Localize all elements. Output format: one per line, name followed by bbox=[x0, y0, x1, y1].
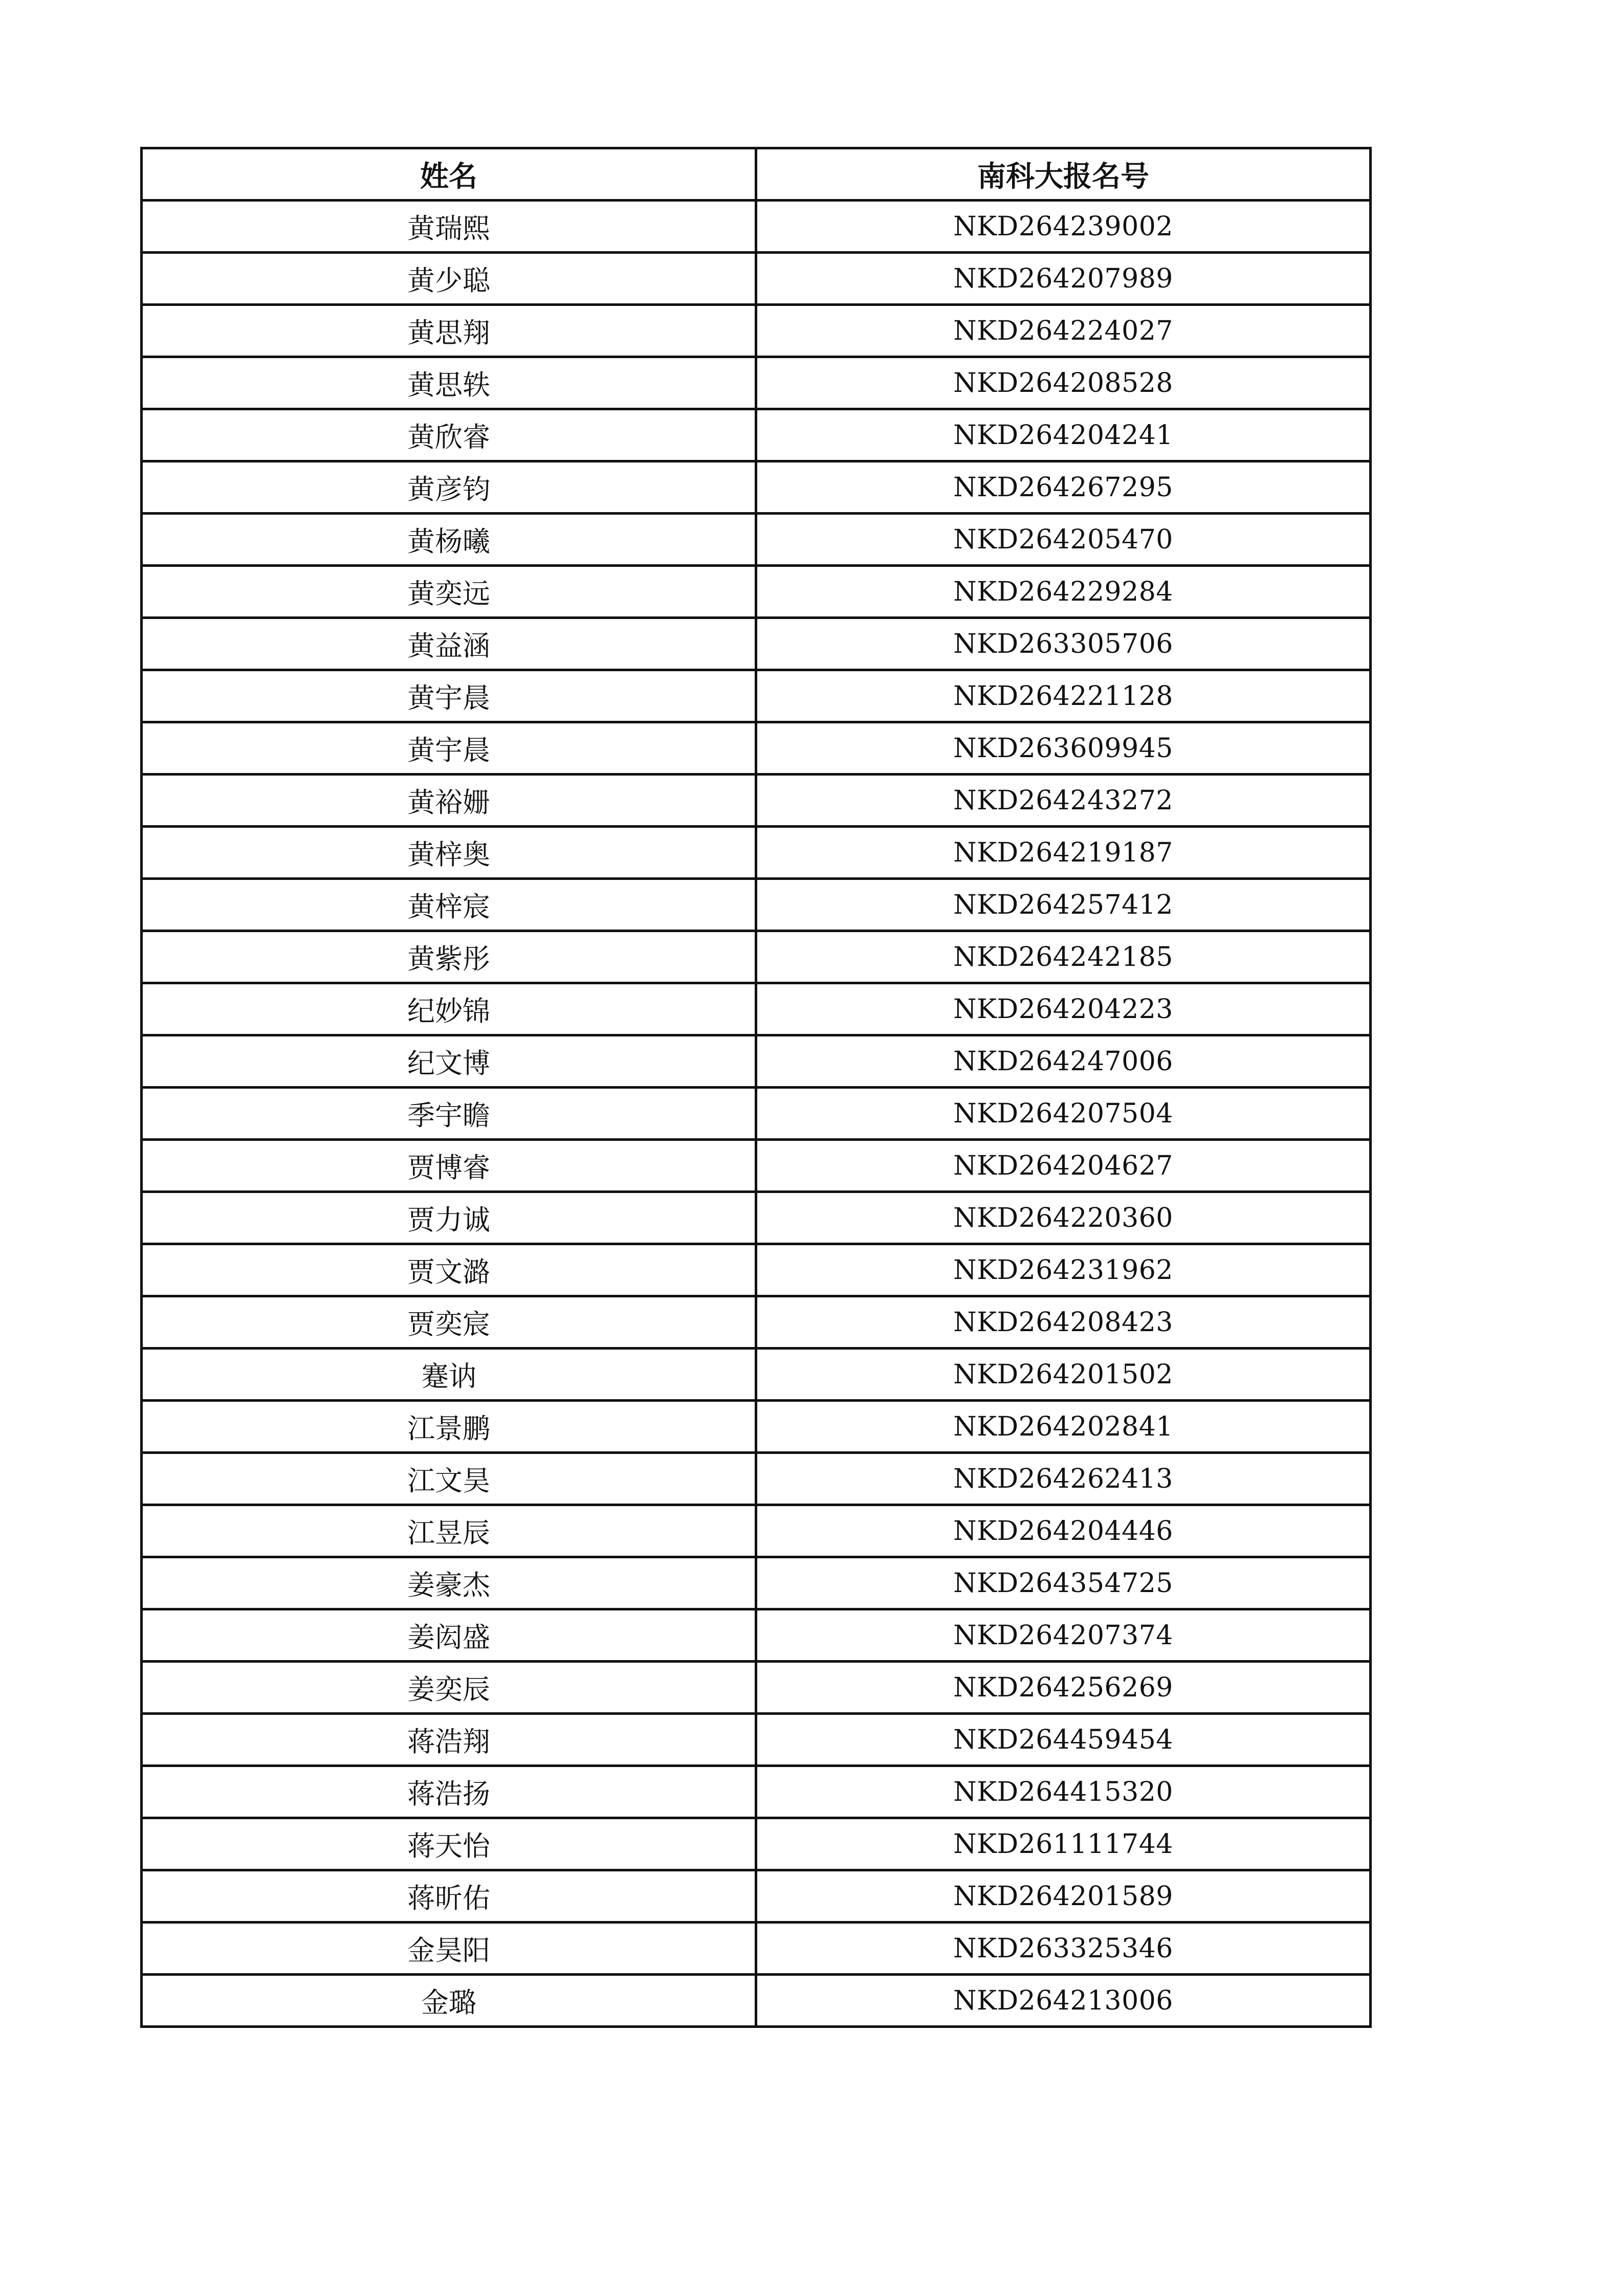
student-name-cell: 黄彦钧 bbox=[142, 461, 756, 514]
registration-table bbox=[140, 147, 1372, 2028]
table-row bbox=[142, 931, 1371, 983]
table-row bbox=[142, 201, 1371, 253]
registration-id-cell: NKD264208423 bbox=[756, 1296, 1371, 1349]
column-header-registration-id: 南科大报名号 bbox=[756, 148, 1371, 201]
registration-id-cell: NKD264256269 bbox=[756, 1662, 1371, 1714]
student-name-cell: 江景鹏 bbox=[142, 1401, 756, 1453]
table-row bbox=[142, 1140, 1371, 1192]
registration-id-cell: NKD264207374 bbox=[756, 1609, 1371, 1662]
registration-id-cell: NKD264267295 bbox=[756, 461, 1371, 514]
table-row bbox=[142, 461, 1371, 514]
student-name-cell: 黄少聪 bbox=[142, 253, 756, 305]
table-row bbox=[142, 1975, 1371, 2027]
table-row bbox=[142, 827, 1371, 879]
table-row bbox=[142, 1557, 1371, 1609]
column-header-name: 姓名 bbox=[142, 148, 756, 201]
registration-id-cell: NKD264201502 bbox=[756, 1349, 1371, 1401]
table-row bbox=[142, 357, 1371, 409]
table-row bbox=[142, 618, 1371, 670]
student-name-cell: 蒋天怡 bbox=[142, 1818, 756, 1870]
student-name-cell: 黄梓宸 bbox=[142, 879, 756, 931]
student-name-cell: 纪文博 bbox=[142, 1035, 756, 1088]
registration-id-cell: NKD264205470 bbox=[756, 514, 1371, 566]
registration-id-cell: NKD264239002 bbox=[756, 201, 1371, 253]
student-name-cell: 蹇讷 bbox=[142, 1349, 756, 1401]
student-name-cell: 黄裕姗 bbox=[142, 775, 756, 827]
table-row bbox=[142, 1349, 1371, 1401]
table-row bbox=[142, 670, 1371, 722]
student-name-cell: 贾博睿 bbox=[142, 1140, 756, 1192]
student-name-cell: 江昱辰 bbox=[142, 1505, 756, 1557]
table-row bbox=[142, 1923, 1371, 1975]
registration-id-cell: NKD264207989 bbox=[756, 253, 1371, 305]
student-name-cell: 金昊阳 bbox=[142, 1923, 756, 1975]
registration-id-cell: NKD264207504 bbox=[756, 1088, 1371, 1140]
table-row bbox=[142, 1244, 1371, 1296]
student-name-cell: 姜豪杰 bbox=[142, 1557, 756, 1609]
student-name-cell: 金璐 bbox=[142, 1975, 756, 2027]
table-row bbox=[142, 409, 1371, 461]
table-row bbox=[142, 566, 1371, 618]
student-name-cell: 黄瑞熙 bbox=[142, 201, 756, 253]
table-body bbox=[142, 201, 1371, 2027]
registration-id-cell: NKD264262413 bbox=[756, 1453, 1371, 1505]
student-name-cell: 蒋浩翔 bbox=[142, 1714, 756, 1766]
table-row bbox=[142, 1088, 1371, 1140]
student-name-cell: 黄益涵 bbox=[142, 618, 756, 670]
student-name-cell: 姜奕辰 bbox=[142, 1662, 756, 1714]
table-row bbox=[142, 1453, 1371, 1505]
student-name-cell: 纪妙锦 bbox=[142, 983, 756, 1035]
registration-id-cell: NKD264224027 bbox=[756, 305, 1371, 357]
student-name-cell: 黄欣睿 bbox=[142, 409, 756, 461]
registration-id-cell: NKD264257412 bbox=[756, 879, 1371, 931]
student-name-cell: 黄思翔 bbox=[142, 305, 756, 357]
table-row bbox=[142, 1401, 1371, 1453]
table-row bbox=[142, 1505, 1371, 1557]
table-row bbox=[142, 253, 1371, 305]
registration-id-cell: NKD264208528 bbox=[756, 357, 1371, 409]
student-name-cell: 黄杨曦 bbox=[142, 514, 756, 566]
registration-id-cell: NKD264202841 bbox=[756, 1401, 1371, 1453]
table-row bbox=[142, 1192, 1371, 1244]
student-name-cell: 贾力诚 bbox=[142, 1192, 756, 1244]
registration-id-cell: NKD264204446 bbox=[756, 1505, 1371, 1557]
registration-id-cell: NKD264229284 bbox=[756, 566, 1371, 618]
student-name-cell: 黄奕远 bbox=[142, 566, 756, 618]
registration-id-cell: NKD264204223 bbox=[756, 983, 1371, 1035]
registration-id-cell: NKD263325346 bbox=[756, 1923, 1371, 1975]
header-row bbox=[142, 148, 1371, 201]
table-row bbox=[142, 1714, 1371, 1766]
table-row bbox=[142, 1818, 1371, 1870]
table-row bbox=[142, 1662, 1371, 1714]
student-name-cell: 季宇瞻 bbox=[142, 1088, 756, 1140]
registration-id-cell: NKD264354725 bbox=[756, 1557, 1371, 1609]
table-row bbox=[142, 879, 1371, 931]
table-row bbox=[142, 722, 1371, 775]
table-row bbox=[142, 1609, 1371, 1662]
registration-id-cell: NKD264220360 bbox=[756, 1192, 1371, 1244]
table-row bbox=[142, 514, 1371, 566]
registration-id-cell: NKD264242185 bbox=[756, 931, 1371, 983]
registration-id-cell: NKD263609945 bbox=[756, 722, 1371, 775]
student-name-cell: 贾奕宸 bbox=[142, 1296, 756, 1349]
student-name-cell: 姜闳盛 bbox=[142, 1609, 756, 1662]
registration-id-cell: NKD264204241 bbox=[756, 409, 1371, 461]
table-row bbox=[142, 1870, 1371, 1923]
registration-id-cell: NKD264243272 bbox=[756, 775, 1371, 827]
registration-id-cell: NKD264459454 bbox=[756, 1714, 1371, 1766]
table-row bbox=[142, 775, 1371, 827]
registration-id-cell: NKD263305706 bbox=[756, 618, 1371, 670]
student-name-cell: 蒋浩扬 bbox=[142, 1766, 756, 1818]
registration-id-cell: NKD264247006 bbox=[756, 1035, 1371, 1088]
registration-id-cell: NKD264213006 bbox=[756, 1975, 1371, 2027]
table-row bbox=[142, 1766, 1371, 1818]
table-row bbox=[142, 1296, 1371, 1349]
registration-id-cell: NKD261111744 bbox=[756, 1818, 1371, 1870]
student-name-cell: 黄紫彤 bbox=[142, 931, 756, 983]
registration-id-cell: NKD264219187 bbox=[756, 827, 1371, 879]
registration-id-cell: NKD264204627 bbox=[756, 1140, 1371, 1192]
registration-id-cell: NKD264221128 bbox=[756, 670, 1371, 722]
student-name-cell: 黄思轶 bbox=[142, 357, 756, 409]
table-row bbox=[142, 305, 1371, 357]
table-row bbox=[142, 983, 1371, 1035]
student-name-cell: 贾文潞 bbox=[142, 1244, 756, 1296]
student-name-cell: 黄宇晨 bbox=[142, 722, 756, 775]
student-name-cell: 黄梓奥 bbox=[142, 827, 756, 879]
registration-id-cell: NKD264415320 bbox=[756, 1766, 1371, 1818]
registration-id-cell: NKD264201589 bbox=[756, 1870, 1371, 1923]
registration-id-cell: NKD264231962 bbox=[756, 1244, 1371, 1296]
table-row bbox=[142, 1035, 1371, 1088]
student-name-cell: 黄宇晨 bbox=[142, 670, 756, 722]
student-name-cell: 江文昊 bbox=[142, 1453, 756, 1505]
student-name-cell: 蒋昕佑 bbox=[142, 1870, 756, 1923]
